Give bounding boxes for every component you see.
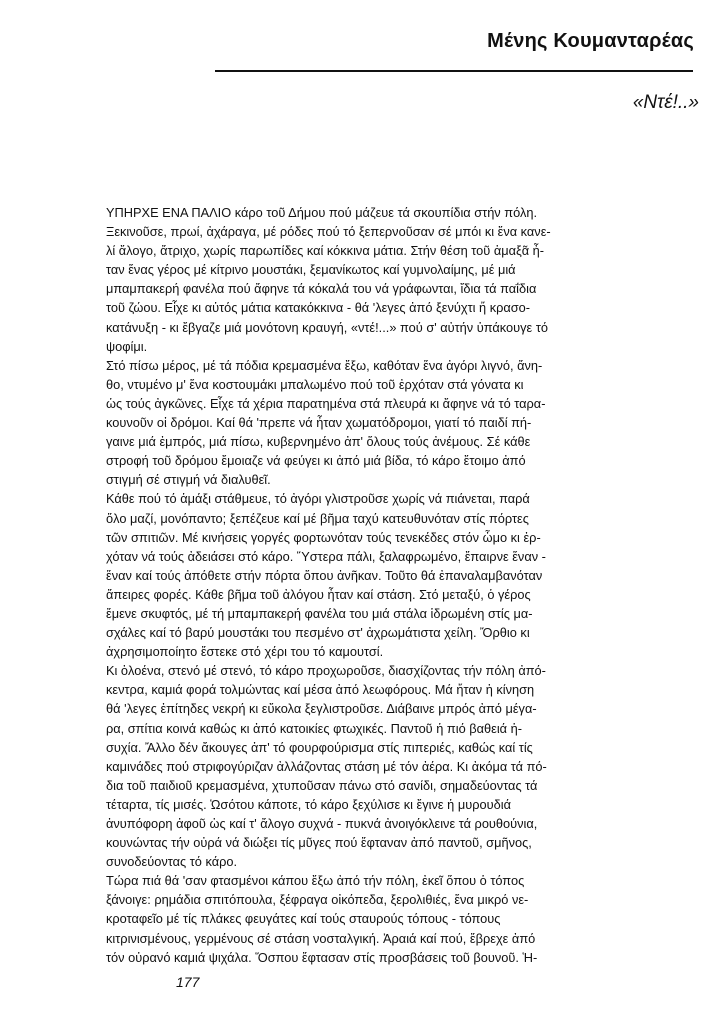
text-line: κουνοῦν οἱ δρόμοι. Καί θά 'πρεπε νά ἦταν χωματόδρομοι, γιατί τό παιδί πή- [106, 415, 532, 431]
text-line: ταν ἕνας γέρος μέ κίτρινο μουστάκι, ξεμανίκωτος καί γυμνολαίμης, μέ μιά [106, 262, 516, 278]
text-line: τέταρτα, τίς μισές. Ὡσότου κάποτε, τό κάρο ξεχύλισε κι ἔγινε ἡ μυρουδιά [106, 796, 511, 812]
text-line: δια τοῦ παιδιοῦ κρεμασμένα, χτυποῦσαν πάνω στό σανίδι, σημαδεύοντας τά [106, 777, 538, 793]
text-line: μπαμπακερή φανέλα πού ἄφηνε τά κόκαλά του νά γράφωνται, ἴδια τά παΐδια [106, 281, 537, 297]
text-line: ἔμενε σκυφτός, μέ τή μπαμπακερή φανέλα του μιά στάλα ἱδρωμένη στίς μα- [106, 605, 533, 621]
text-line: κατάνυξη - κι ἔβγαζε μιά μονότονη κραυγή, «ντέ!...» πού σ' αὐτήν ὑπάκουγε τό [106, 319, 548, 335]
text-line: Κάθε πού τό ἁμάξι στάθμευε, τό ἀγόρι γλιστροῦσε χωρίς νά πιάνεται, παρά [106, 491, 530, 507]
text-line: στιγμή σέ στιγμή νά διαλυθεῖ. [106, 472, 271, 488]
text-line: ἀνυπόφορη ἀφοῦ ὡς καί τ' ἄλογο συχνά - πυκνά ἀνοιγόκλεινε τά ρουθούνια, [106, 816, 538, 831]
text-line: ἀχρησιμοποίητο ἔστεκε στό χέρι του τό καμουτσί. [106, 644, 384, 660]
text-line: Τώρα πιά θά 'σαν φτασμένοι κάπου ἔξω ἀπό τήν πόλη, ἐκεῖ ὅπου ὁ τόπος [106, 873, 525, 889]
text-line: θο, ντυμένο μ' ἕνα κοστουμάκι μπαλωμένο πού τοῦ ἐρχόταν στά γόνατα κι [106, 376, 524, 392]
text-line: ρα, σπίτια κοινά καθώς κι ἀπό κατοικίες φτωχικές. Παντοῦ ἡ πιό βαθειά ἡ- [106, 720, 523, 736]
text-line: Ξεκινοῦσε, πρωί, ἀχάραγα, μέ ρόδες πού τό ξεπερνοῦσαν σέ μπόι κι ἕνα κανε- [106, 224, 551, 240]
text-line: χόταν νά τούς ἀδειάσει στό κάρο. Ὕστερα πάλι, ξαλαφρωμένο, ἔπαιρνε ἕναν - [106, 548, 546, 564]
text-line: τοῦ ζώου. Εἶχε κι αὐτός μάτια κατακόκκινα - θά 'λεγες ἀπό ξενύχτι ἤ κρασο- [106, 300, 531, 316]
text-line: κεντρα, καμιά φορά τολμώντας καί μέσα ἀπό λεωφόρους. Μά ἤταν ἡ κίνηση [106, 682, 535, 698]
text-line: θά 'λεγες ἐπίτηδες νεκρή κι εὔκολα ξεγλιστροῦσε. Διάβαινε μπρός ἀπό μέγα- [106, 701, 537, 717]
text-line: τόν οὐρανό καμιά ψιχάλα. Ὅσπου ἔφτασαν στίς προσβάσεις τοῦ βουνοῦ. Ἡ- [106, 949, 538, 965]
text-line: κουνώντας τήν οὐρά νά διώξει τίς μῦγες πού ἔφταναν ἀπό παντοῦ, σμῆνος, [106, 835, 532, 851]
text-line: ξάνοιγε: ρημάδια σπιτόπουλα, ξέφραγα οἰκόπεδα, ξερολιθιές, ἕνα μικρό νε- [106, 892, 529, 908]
story-body [106, 203, 693, 967]
text-line: γαινε μιά ἐμπρός, μιά πίσω, κυβερνημένο ἀπ' ὅλους τούς ἀνέμους. Σέ κάθε [106, 434, 531, 450]
text-line: κροταφεῖο μέ τίς πλάκες φευγάτες καί τούς σταυρούς τόπους - τόπους [106, 911, 501, 927]
text-line: συνοδεύοντας τό κάρο. [106, 854, 238, 870]
text-line: σχάλες καί τό βαρύ μουστάκι του πεσμένο στ' ἀχρωμάτιστα χείλη. Ὄρθιο κι [106, 625, 530, 641]
text-line: ἕναν καί τούς ἀπόθετε στήν πόρτα ὅπου ἀνῆκαν. Τοῦτο θά ἐπαναλαμβανόταν [106, 567, 543, 583]
text-line: συχία. Ἄλλο δέν ἄκουγες ἀπ' τό φουρφούρισμα στίς πιπεριές, καθώς καί τίς [106, 739, 533, 755]
text-line: ΥΠΗΡΧΕ ΕΝΑ ΠΑΛΙΟ κάρο τοῦ Δήμου πού μάζευε τά σκουπίδια στήν πόλη. [106, 205, 538, 220]
text-line: καμινάδες πού στριφογύριζαν ἀλλάζοντας στάση μέ τόν ἀέρα. Κι ἀκόμα τά πό- [106, 758, 547, 774]
text-line: Στό πίσω μέρος, μέ τά πόδια κρεμασμένα ἔξω, καθόταν ἕνα ἀγόρι λιγνό, ἄνη- [106, 357, 543, 373]
author-name: Μένης Κουμανταρέας [487, 30, 694, 52]
page-number: 177 [176, 974, 200, 990]
text-line: ὡς τούς ἀγκῶνες. Εἶχε τά χέρια παρατημένα στά πλευρά κι ἄφηνε νά τό ταρα- [106, 395, 546, 411]
text-line: κιτρινισμένους, γερμένους σέ στάση νοσταλγική. Ἀραιά καί πού, ἔβρεχε ἀπό [106, 930, 536, 946]
text-line: τῶν σπιτιῶν. Μέ κινήσεις γοργές φορτωνόταν τούς τενεκέδες στόν ὦμο κι ἐρ- [106, 529, 541, 545]
story-title: «Ντέ!..» [632, 92, 699, 113]
text-line: λί ἄλογο, ἄτριχο, χωρίς παρωπίδες καί κόκκινα μάτια. Στήν θέση τοῦ ἁμαξᾶ ἦ- [106, 243, 545, 259]
text-line: στροφή τοῦ δρόμου ἔμοιαζε νά φεύγει κι ἀπό μιά βίδα, τό κάρο ἕτοιμο ἀπό [106, 453, 526, 469]
text-line: ἄπειρες φορές. Κάθε βῆμα τοῦ ἀλόγου ἦταν καί στάση. Στό μεταξύ, ὁ γέρος [106, 586, 531, 602]
text-line: ὅλο μαζί, μονόπαντο; ξεπέζευε καί μέ βῆμα ταχύ κατευθυνόταν στίς πόρτες [106, 510, 529, 526]
text-line: Κι ὁλοένα, στενό μέ στενό, τό κάρο προχωροῦσε, διασχίζοντας τήν πόλη ἀπό- [106, 663, 546, 679]
header-rule [215, 70, 693, 72]
text-line: ψοφίμι. [106, 338, 148, 354]
